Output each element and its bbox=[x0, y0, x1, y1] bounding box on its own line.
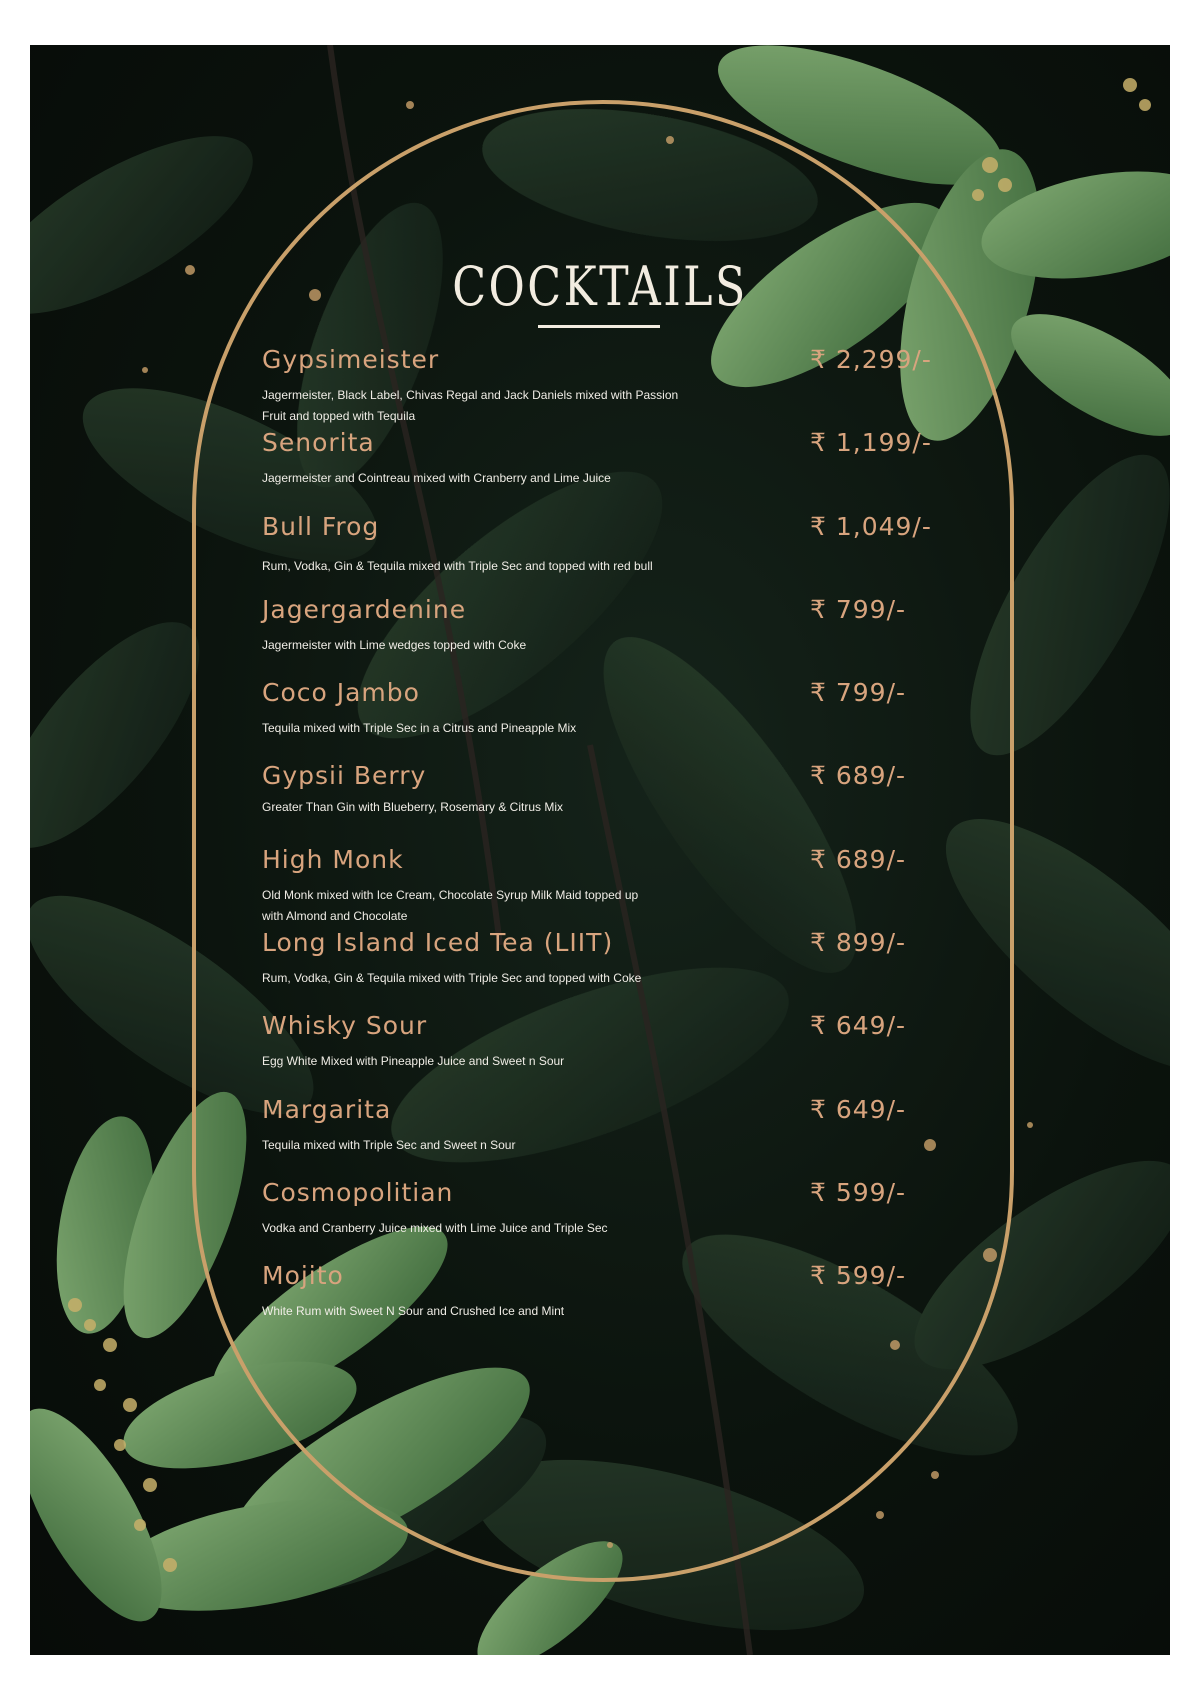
item-description: Tequila mixed with Triple Sec and Sweet n Sour bbox=[262, 1138, 516, 1152]
item-name: Jagergardenine bbox=[262, 595, 467, 624]
item-name: Bull Frog bbox=[262, 512, 380, 541]
item-description: White Rum with Sweet N Sour and Crushed Ice and Mint bbox=[262, 1304, 565, 1318]
title-underline bbox=[538, 325, 660, 328]
item-description: Rum, Vodka, Gin & Tequila mixed with Triple Sec and topped with red bull bbox=[262, 559, 653, 573]
item-price: ₹ 599/- bbox=[810, 1178, 907, 1207]
item-name: Margarita bbox=[262, 1095, 392, 1124]
item-name: Coco Jambo bbox=[262, 678, 420, 707]
gold-arch-frame bbox=[192, 100, 1014, 1582]
item-description: Greater Than Gin with Blueberry, Rosemary & Citrus Mix bbox=[262, 800, 563, 814]
item-name: Mojito bbox=[262, 1261, 344, 1290]
item-price: ₹ 799/- bbox=[810, 678, 907, 707]
item-price: ₹ 799/- bbox=[810, 595, 907, 624]
item-description: Vodka and Cranberry Juice mixed with Lime Juice and Triple Sec bbox=[262, 1221, 608, 1235]
item-price: ₹ 649/- bbox=[810, 1011, 907, 1040]
item-price: ₹ 599/- bbox=[810, 1261, 907, 1290]
item-name: Whisky Sour bbox=[262, 1011, 428, 1040]
item-description: Jagermeister and Cointreau mixed with Cranberry and Lime Juice bbox=[262, 471, 611, 485]
item-price: ₹ 1,199/- bbox=[810, 428, 932, 457]
item-description: Egg White Mixed with Pineapple Juice and Sweet n Sour bbox=[262, 1054, 565, 1068]
item-name: Gypsii Berry bbox=[262, 761, 427, 790]
item-price: ₹ 689/- bbox=[810, 845, 907, 874]
item-description: Jagermeister with Lime wedges topped with Coke bbox=[262, 638, 527, 652]
item-name: High Monk bbox=[262, 845, 404, 874]
item-price: ₹ 2,299/- bbox=[810, 345, 932, 374]
item-name: Gypsimeister bbox=[262, 345, 440, 374]
cocktail-menu-poster bbox=[30, 45, 1170, 1655]
item-price: ₹ 689/- bbox=[810, 761, 907, 790]
item-description: Tequila mixed with Triple Sec in a Citrus and Pineapple Mix bbox=[262, 721, 577, 735]
item-name: Cosmopolitian bbox=[262, 1178, 454, 1207]
item-description: Jagermeister, Black Label, Chivas Regal and Jack Daniels mixed with Passion Fruit and topped with Tequila bbox=[262, 388, 679, 423]
menu-title: COCKTAILS bbox=[452, 255, 748, 318]
item-price: ₹ 1,049/- bbox=[810, 512, 932, 541]
item-name: Long Island Iced Tea (LIIT) bbox=[262, 928, 614, 957]
item-price: ₹ 899/- bbox=[810, 928, 907, 957]
item-description: Old Monk mixed with Ice Cream, Chocolate Syrup Milk Maid topped up with Almond and Chocolate bbox=[262, 888, 639, 923]
item-description: Rum, Vodka, Gin & Tequila mixed with Triple Sec and topped with Coke bbox=[262, 971, 642, 985]
item-price: ₹ 649/- bbox=[810, 1095, 907, 1124]
item-name: Senorita bbox=[262, 428, 375, 457]
